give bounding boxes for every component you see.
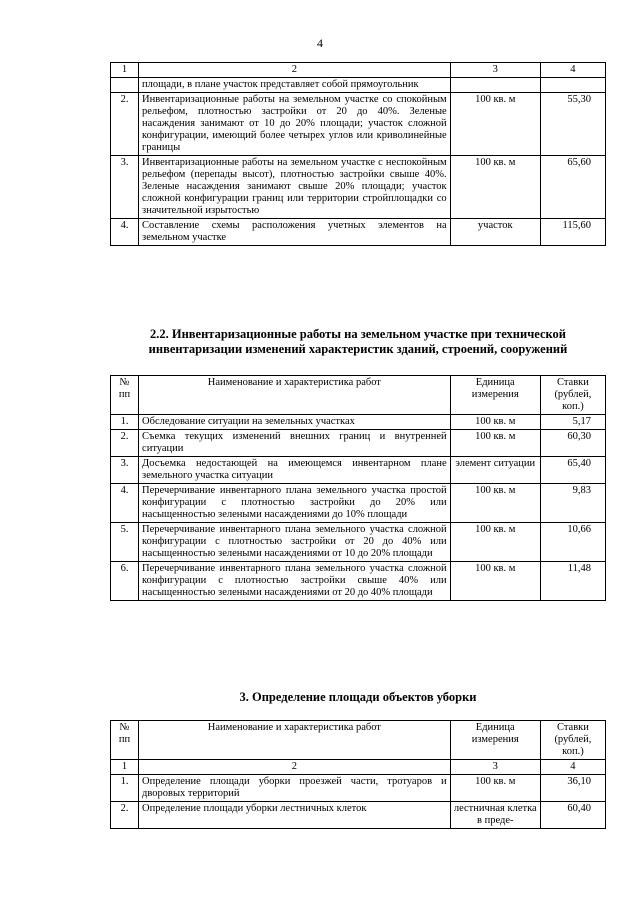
- column-number: 1: [111, 63, 139, 78]
- work-description: Инвентаризационные работы на земельном участке со спокойным рельефом, плотностью застройки от 20 до 40%. Зеленые насаждения занимают от 10 до 20% площади; участок сложной конфигурации, имеющий более четырех углов или криволинейные границы: [139, 93, 451, 156]
- unit: 100 кв. м: [450, 156, 540, 219]
- column-number: 4: [540, 760, 605, 775]
- rate: 60,40: [540, 802, 605, 829]
- work-description: Перечерчивание инвентарного плана земельного участка сложной конфигурации с плотностью застройки от 20 до 40% или насыщенностью зелеными насаждениями от 10 до 20% площади: [139, 523, 451, 562]
- work-description: Определение площади уборки проезжей части, тротуаров и дворовых территорий: [139, 775, 451, 802]
- table-row: [111, 457, 606, 484]
- unit: 100 кв. м: [450, 484, 540, 523]
- unit: 100 кв. м: [450, 562, 540, 601]
- row-number: 3.: [111, 457, 139, 484]
- column-number: 2: [139, 63, 451, 78]
- rate: 5,17: [540, 415, 605, 430]
- unit: 100 кв. м: [450, 430, 540, 457]
- work-description: Обследование ситуации на земельных участках: [139, 415, 451, 430]
- unit: участок: [450, 219, 540, 246]
- column-number: 4: [540, 63, 605, 78]
- row-number: 2.: [111, 430, 139, 457]
- work-description: Перечерчивание инвентарного плана земельного участка простой конфигурации с плотностью застройки до 20% или насыщенностью зелеными насаждениями до 10% площади: [139, 484, 451, 523]
- rate: 65,60: [540, 156, 605, 219]
- header-description: Наименование и характеристика работ: [139, 721, 451, 760]
- table-row: [111, 802, 606, 829]
- work-description: Досъемка недостающей на имеющемся инвентарном плане земельного участка ситуации: [139, 457, 451, 484]
- rate: 65,40: [540, 457, 605, 484]
- rate: 115,60: [540, 219, 605, 246]
- unit: 100 кв. м: [450, 523, 540, 562]
- header-rate: Ставки (рублей, коп.): [540, 376, 605, 415]
- header-unit: Единица измерения: [450, 376, 540, 415]
- rates-table-continued: [110, 62, 606, 246]
- table-row: [111, 78, 606, 93]
- section-title: 3. Определение площади объектов уборки: [239, 690, 477, 704]
- section-title: 2.2. Инвентаризационные работы на земельном участке при технической инвентаризации изменений характеристик зданий, строений, сооружений: [148, 327, 568, 356]
- work-description: Определение площади уборки лестничных клеток: [139, 802, 451, 829]
- table-row: [111, 93, 606, 156]
- table-row: [111, 484, 606, 523]
- work-description: Съемка текущих изменений внешних границ и внутренней ситуации: [139, 430, 451, 457]
- table-header-row: [111, 721, 606, 760]
- work-description: Инвентаризационные работы на земельном участке с неспокойным рельефом (перепады высот), плотностью застройки свыше 40%. Зеленые насаждения занимают свыше 20% площади; участок сложной конфигурации границ или территории стройплощадки со значительной изрытостью: [139, 156, 451, 219]
- row-number: 4.: [111, 484, 139, 523]
- row-number: 1.: [111, 415, 139, 430]
- column-number-row: [111, 63, 606, 78]
- rate: 9,83: [540, 484, 605, 523]
- header-rate: Ставки (рублей, коп.): [540, 721, 605, 760]
- row-number: 6.: [111, 562, 139, 601]
- unit: [450, 78, 540, 93]
- page-number: 4: [317, 36, 323, 50]
- table-row: [111, 219, 606, 246]
- rate: 60,30: [540, 430, 605, 457]
- work-description: площади, в плане участок представляет собой прямоугольник: [139, 78, 451, 93]
- table-row: [111, 430, 606, 457]
- column-number: 1: [111, 760, 139, 775]
- row-number: 2.: [111, 802, 139, 829]
- unit: лестничная клетка в преде-: [450, 802, 540, 829]
- row-number: 4.: [111, 219, 139, 246]
- column-number: 3: [450, 760, 540, 775]
- row-number: 5.: [111, 523, 139, 562]
- rate: 11,48: [540, 562, 605, 601]
- table-row: [111, 775, 606, 802]
- unit: элемент ситуации: [450, 457, 540, 484]
- rate: 36,10: [540, 775, 605, 802]
- unit: 100 кв. м: [450, 93, 540, 156]
- work-description: Перечерчивание инвентарного плана земельного участка сложной конфигурации с плотностью застройки свыше 40% или насыщенностью зелеными насаждениями от 20 до 40% площади: [139, 562, 451, 601]
- row-number: [111, 78, 139, 93]
- unit: 100 кв. м: [450, 415, 540, 430]
- column-number: 2: [139, 760, 451, 775]
- unit: 100 кв. м: [450, 775, 540, 802]
- work-description: Составление схемы расположения учетных элементов на земельном участке: [139, 219, 451, 246]
- header-number: № пп: [111, 721, 139, 760]
- header-unit: Единица измерения: [450, 721, 540, 760]
- rate: 10,66: [540, 523, 605, 562]
- row-number: 1.: [111, 775, 139, 802]
- rate: [540, 78, 605, 93]
- table-row: [111, 562, 606, 601]
- header-description: Наименование и характеристика работ: [139, 376, 451, 415]
- rates-table: [110, 720, 606, 829]
- rate: 55,30: [540, 93, 605, 156]
- table-row: [111, 415, 606, 430]
- column-number: 3: [450, 63, 540, 78]
- column-number-row: [111, 760, 606, 775]
- row-number: 3.: [111, 156, 139, 219]
- table-row: [111, 156, 606, 219]
- table-row: [111, 523, 606, 562]
- table-header-row: [111, 376, 606, 415]
- header-number: № пп: [111, 376, 139, 415]
- rates-table: [110, 375, 606, 601]
- row-number: 2.: [111, 93, 139, 156]
